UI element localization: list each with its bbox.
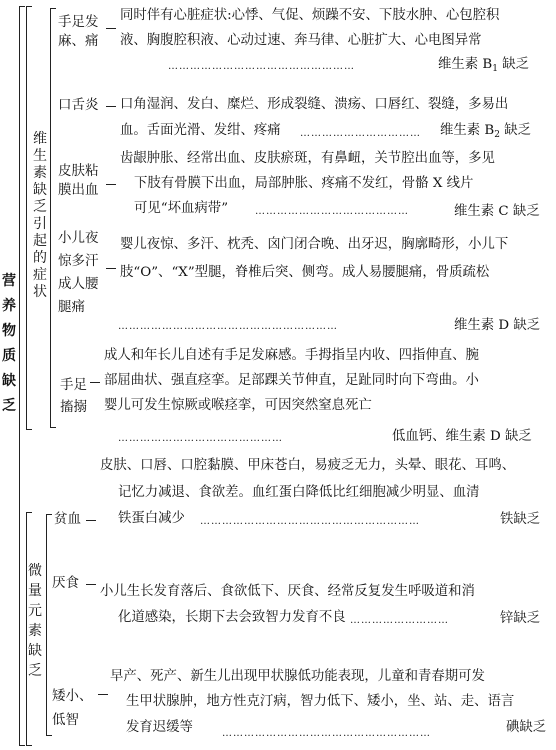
deficiency-result: 维生素 D 缺乏 bbox=[454, 318, 541, 333]
trace-items-bracket bbox=[46, 514, 47, 736]
connector bbox=[86, 520, 96, 521]
main-title-char: 物 bbox=[2, 323, 16, 339]
group-label-char: 量 bbox=[28, 583, 42, 599]
leader-dots: ……………………………………… bbox=[118, 433, 283, 444]
connector bbox=[106, 106, 116, 107]
trace-items-bracket-bottom bbox=[46, 735, 52, 736]
deficiency-result bbox=[438, 56, 529, 78]
description-line: 小儿生长发育落后、食欲低下、厌食、经常反复发生呼吸道和消 bbox=[100, 584, 475, 599]
leader-dots: …………………………………………………… bbox=[200, 516, 420, 527]
main-title-char: 营 bbox=[2, 273, 16, 289]
description-line: 液、胸腹腔积液、心动过速、奔马律、心脏扩大、心电图异常 bbox=[120, 33, 482, 48]
main-bracket bbox=[19, 6, 20, 746]
description-line: 血。舌面光滑、发绀、疼痛 bbox=[120, 123, 281, 138]
symptom-label-line: 低智 bbox=[52, 712, 79, 728]
group-label-char: 缺 bbox=[28, 643, 42, 659]
deficiency-result: 锌缺乏 bbox=[500, 611, 541, 626]
result-subscript: 1 bbox=[492, 64, 499, 74]
symptom-label-line: 小儿夜 bbox=[58, 230, 99, 246]
symptom-label bbox=[52, 574, 79, 593]
connector bbox=[106, 184, 116, 185]
group-label-char: 生 bbox=[33, 148, 47, 164]
group-label-char: 素 bbox=[33, 165, 47, 181]
connector bbox=[98, 694, 108, 695]
symptom-label-line: 厌食 bbox=[52, 575, 79, 591]
description-line: 生甲状腺肿，地方性克汀病，智力低下、矮小，坐、站、走、语言 bbox=[126, 694, 515, 709]
group-label-char: 的 bbox=[33, 250, 47, 266]
description-line: 齿龈肿胀、经常出血、皮肤瘀斑，有鼻衄，关节腔出血等，多见 bbox=[120, 151, 495, 166]
group-label-char: 状 bbox=[33, 284, 47, 300]
symptom-label-line: 矮小、 bbox=[52, 688, 93, 704]
group-label-char: 微 bbox=[28, 563, 42, 579]
symptom-label-line: 手足 bbox=[60, 377, 87, 393]
vitamin-items-bracket bbox=[50, 8, 51, 428]
symptom-label-line: 麻、痛 bbox=[58, 33, 99, 49]
main-title-char: 缺 bbox=[2, 373, 16, 389]
deficiency-result: 维生素 C 缺乏 bbox=[454, 204, 540, 219]
trace-items-bracket-top bbox=[46, 514, 52, 515]
group-label-char: 乏 bbox=[33, 199, 47, 215]
result-text: 维生素 B bbox=[440, 123, 495, 138]
leader-dots: …………………………… bbox=[300, 128, 421, 139]
description-line: 铁蛋白减少 bbox=[118, 511, 185, 526]
main-bracket-top bbox=[19, 6, 25, 7]
leader-dots: ……………………… bbox=[350, 615, 449, 626]
connector bbox=[106, 268, 116, 269]
group-label-char: 素 bbox=[28, 623, 42, 639]
main-title-char: 养 bbox=[2, 298, 16, 314]
symptom-label-line: 腿痛 bbox=[58, 299, 85, 315]
deficiency-result: 碘缺乏 bbox=[506, 720, 547, 735]
main-title-char: 乏 bbox=[2, 398, 16, 414]
description-line: 皮肤、口唇、口腔黏膜、甲床苍白，易疲乏无力，头晕、眼花、耳鸣、 bbox=[100, 458, 516, 473]
symptom-label-line: 膜出血 bbox=[58, 182, 99, 198]
symptom-label-line: 成人腰 bbox=[58, 276, 99, 292]
connector bbox=[106, 28, 116, 29]
group-label-char: 维 bbox=[33, 131, 47, 147]
description-line: 婴儿夜惊、多汗、枕秃、囟门闭合晚、出牙迟，胸廓畸形，小儿下 bbox=[120, 237, 509, 252]
trace-group-bracket-bottom bbox=[26, 745, 32, 746]
result-text-suffix: 缺乏 bbox=[498, 57, 530, 72]
group-label-char: 缺 bbox=[33, 182, 47, 198]
result-text: 维生素 B bbox=[438, 57, 493, 72]
group-label-char: 症 bbox=[33, 267, 47, 283]
vitamin-items-bracket-top bbox=[50, 8, 56, 9]
vitamin-items-bracket-bottom bbox=[50, 427, 56, 428]
leader-dots: …………………………………………………… bbox=[118, 321, 338, 332]
connector bbox=[86, 584, 96, 585]
symptom-label-line: 贫血 bbox=[54, 511, 81, 527]
symptom-label bbox=[58, 13, 99, 51]
description-line: 下肢有骨膜下出血，局部肿胀、疼痛不发红，骨骼 X 线片 bbox=[134, 176, 474, 191]
description-line: 可见“坏血病带” bbox=[134, 201, 229, 216]
symptom-label bbox=[58, 162, 99, 200]
description-line: 部屈曲状、强直痉挛。足部踝关节伸直，足趾同时向下弯曲。小 bbox=[104, 373, 479, 388]
symptom-label bbox=[52, 684, 93, 732]
description-line: 早产、死产、新生儿出现甲状腺低功能表现，儿童和青春期可发 bbox=[110, 669, 485, 684]
leader-dots: …………………………………… bbox=[255, 206, 409, 217]
description-line: 婴儿可发生惊厥或喉痉挛，可因突然窒息死亡 bbox=[104, 398, 372, 413]
symptom-label-line: 手足发 bbox=[58, 14, 99, 30]
symptom-label-line: 皮肤粘 bbox=[58, 163, 99, 179]
vitamin-group-bracket bbox=[26, 6, 27, 430]
group-label-char: 引 bbox=[33, 216, 47, 232]
vitamin-group-bracket-top bbox=[26, 6, 32, 7]
description-line: 记忆力减退、食欲差。血红蛋白降低比红细胞减少明显、血清 bbox=[118, 485, 480, 500]
symptom-label-line: 惊多汗 bbox=[58, 253, 99, 269]
symptom-label-line: 搐搦 bbox=[60, 399, 87, 415]
leader-dots: ………………………………………………… bbox=[222, 728, 431, 739]
vitamin-group-bracket-bottom bbox=[26, 429, 32, 430]
result-text-suffix: 缺乏 bbox=[500, 123, 532, 138]
description-line: 成人和年长儿自述有手足发麻感。手拇指呈内收、四指伸直、腕 bbox=[104, 348, 479, 363]
description-line: 口角湿润、发白、糜烂、形成裂缝、溃疡、口唇红、裂缝，多易出 bbox=[120, 97, 509, 112]
result-subscript: 2 bbox=[494, 130, 501, 140]
description-line: 肢“O”、“X”型腿，脊椎后突、侧弯。成人易腰腿痛，骨质疏松 bbox=[120, 265, 490, 280]
symptom-label bbox=[58, 227, 99, 319]
trace-group-bracket-top bbox=[26, 512, 32, 513]
symptom-label bbox=[60, 374, 87, 418]
group-label-char: 乏 bbox=[28, 663, 42, 679]
description-line: 发育迟缓等 bbox=[126, 720, 193, 735]
main-bracket-bottom bbox=[19, 745, 25, 746]
deficiency-result: 低血钙、维生素 D 缺乏 bbox=[392, 429, 532, 444]
deficiency-result: 铁缺乏 bbox=[500, 512, 541, 527]
deficiency-result bbox=[440, 122, 531, 144]
symptom-label bbox=[58, 96, 99, 115]
symptom-label bbox=[54, 510, 81, 529]
group-label-char: 起 bbox=[33, 233, 47, 249]
main-title-char: 质 bbox=[2, 348, 16, 364]
connector bbox=[90, 382, 100, 383]
description-line: 同时伴有心脏症状:心悸、气促、烦躁不安、下肢水肿、心包腔积 bbox=[120, 8, 500, 23]
description-line: 化道感染，长期下去会致智力发育不良 bbox=[118, 610, 346, 625]
group-label-char: 元 bbox=[28, 603, 42, 619]
symptom-label-line: 口舌炎 bbox=[58, 97, 99, 113]
leader-dots: …………………………………………… bbox=[168, 61, 355, 72]
